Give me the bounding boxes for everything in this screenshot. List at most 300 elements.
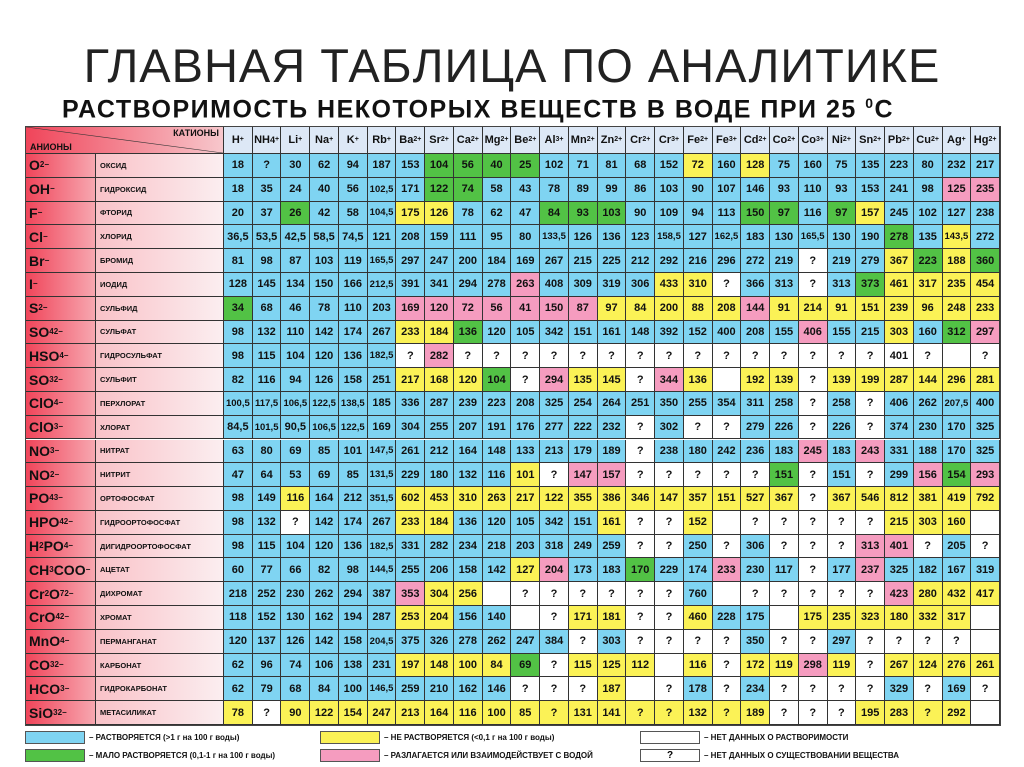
table-cell: 158	[339, 630, 368, 654]
table-cell: 192	[741, 368, 770, 392]
table-cell: 93	[828, 178, 857, 202]
table-cell: 116	[454, 701, 483, 725]
table-cell: 166	[339, 273, 368, 297]
table-cell: ?	[483, 344, 512, 368]
table-cell: 145	[253, 273, 282, 297]
table-cell	[770, 606, 799, 630]
anion-formula: CH 3 COO −	[26, 558, 96, 582]
table-cell: 85	[339, 463, 368, 487]
table-cell: 287	[368, 606, 397, 630]
table-cell: 98	[224, 321, 253, 345]
table-cell: 205	[943, 535, 972, 559]
anion-name: ХРОМАТ	[96, 606, 224, 630]
table-cell: 62	[224, 654, 253, 678]
table-cell: 212	[626, 249, 655, 273]
table-cell: 128	[741, 154, 770, 178]
anion-name: ГИДРООРТОФОСФАТ	[96, 511, 224, 535]
table-cell: 161	[598, 321, 627, 345]
table-cell: 297	[396, 249, 425, 273]
table-cell: 84	[310, 677, 339, 701]
cation-header: Na +	[310, 127, 339, 154]
table-cell: 99	[598, 178, 627, 202]
table-cell: 218	[483, 535, 512, 559]
table-cell: 184	[425, 511, 454, 535]
anion-formula: HCO 3 −	[26, 677, 96, 701]
table-cell: 401	[885, 344, 914, 368]
table-cell: 215	[885, 511, 914, 535]
table-cell: 261	[396, 440, 425, 464]
table-cell: ?	[713, 630, 742, 654]
table-cell: 281	[971, 368, 1000, 392]
table-cell: ?	[454, 344, 483, 368]
table-cell: 170	[626, 558, 655, 582]
table-cell: 56	[339, 178, 368, 202]
table-cell: 304	[396, 416, 425, 440]
table-cell: 77	[253, 558, 282, 582]
table-cell: 180	[425, 463, 454, 487]
table-cell: 100	[483, 701, 512, 725]
table-cell: 238	[971, 202, 1000, 226]
table-cell: 112	[626, 654, 655, 678]
table-cell: ?	[626, 630, 655, 654]
table-cell: 151	[569, 511, 598, 535]
table-cell: 109	[655, 202, 684, 226]
table-cell: 233	[971, 297, 1000, 321]
table-cell: 136	[339, 344, 368, 368]
table-cell: 259	[598, 535, 627, 559]
table-cell: 250	[684, 535, 713, 559]
anion-name: ГИДРОКСИД	[96, 178, 224, 202]
table-cell: 91	[828, 297, 857, 321]
table-cell: 133	[511, 440, 540, 464]
table-cell: 233	[713, 558, 742, 582]
table-cell: 310	[454, 487, 483, 511]
table-cell: 267	[368, 321, 397, 345]
table-cell: 406	[885, 392, 914, 416]
table-cell: 164	[425, 701, 454, 725]
table-cell: 104,5	[368, 202, 397, 226]
table-cell: 84	[540, 202, 569, 226]
table-cell: ?	[713, 416, 742, 440]
table-cell: 213	[396, 701, 425, 725]
table-cell: 237	[856, 558, 885, 582]
table-cell: 354	[713, 392, 742, 416]
anion-formula: H 2 PO 4 −	[26, 535, 96, 559]
table-cell: 241	[885, 178, 914, 202]
table-cell: 162	[310, 606, 339, 630]
anion-formula: CrO 4 2−	[26, 606, 96, 630]
anion-name: ОРТОФОСФАТ	[96, 487, 224, 511]
table-cell: 58	[339, 202, 368, 226]
table-cell: 317	[914, 273, 943, 297]
table-cell: 81	[598, 154, 627, 178]
table-cell	[971, 630, 1000, 654]
cation-header: Li +	[281, 127, 310, 154]
table-cell: ?	[828, 535, 857, 559]
table-cell: ?	[799, 463, 828, 487]
table-cell: 68	[281, 677, 310, 701]
table-cell: 40	[483, 154, 512, 178]
table-cell: 219	[828, 249, 857, 273]
table-cell: 294	[454, 273, 483, 297]
formula-part: H	[231, 134, 240, 146]
table-cell: 228	[713, 606, 742, 630]
table-cell: 143,5	[943, 225, 972, 249]
table-cell: 303	[598, 630, 627, 654]
table-cell: 140	[483, 606, 512, 630]
table-cell	[943, 344, 972, 368]
table-cell: 69	[281, 440, 310, 464]
table-cell: 325	[885, 558, 914, 582]
formula-part: Be	[514, 134, 529, 146]
table-cell: 62	[224, 677, 253, 701]
table-cell: 319	[971, 558, 1000, 582]
table-cell: 53	[281, 463, 310, 487]
table-cell: 69	[310, 463, 339, 487]
formula-part: Ag	[947, 134, 962, 146]
cation-header: K +	[339, 127, 368, 154]
table-cell: 87	[569, 297, 598, 321]
table-cell: 294	[339, 582, 368, 606]
table-cell: 116	[684, 654, 713, 678]
table-cell: 80	[914, 154, 943, 178]
table-cell: 148	[626, 321, 655, 345]
table-cell: ?	[713, 463, 742, 487]
cation-header: Mg 2+	[483, 127, 512, 154]
table-cell: 110	[339, 297, 368, 321]
table-cell: 264	[598, 392, 627, 416]
solubility-table	[25, 126, 1001, 726]
anion-name: БРОМИД	[96, 249, 224, 273]
table-cell: 225	[598, 249, 627, 273]
table-cell: ?	[799, 487, 828, 511]
table-cell: ?	[856, 344, 885, 368]
table-cell: 151	[828, 463, 857, 487]
table-cell: 79	[253, 677, 282, 701]
anion-name: ПЕРМАНГАНАТ	[96, 630, 224, 654]
table-cell: 156	[454, 606, 483, 630]
table-cell: 145	[598, 368, 627, 392]
table-cell: 184	[425, 321, 454, 345]
formula-part: Cu	[916, 134, 931, 146]
table-cell: 342	[540, 321, 569, 345]
table-cell: 200	[454, 249, 483, 273]
table-cell: 72	[684, 154, 713, 178]
table-cell: 400	[713, 321, 742, 345]
cation-header: Ca 2+	[454, 127, 483, 154]
table-cell: ?	[770, 535, 799, 559]
table-cell: 760	[684, 582, 713, 606]
anion-name: ГИДРОКАРБОНАТ	[96, 677, 224, 701]
table-cell: 323	[856, 606, 885, 630]
anion-name: ОКСИД	[96, 154, 224, 178]
table-cell: ?	[655, 701, 684, 725]
table-cell: 75	[770, 154, 799, 178]
table-cell: 60	[224, 558, 253, 582]
table-cell	[713, 368, 742, 392]
table-cell: 297	[828, 630, 857, 654]
table-cell: 101	[511, 463, 540, 487]
anion-formula: MnO 4 −	[26, 630, 96, 654]
table-cell: 78	[454, 202, 483, 226]
table-cell: 46	[281, 297, 310, 321]
table-cell: 203	[511, 535, 540, 559]
table-cell: 154	[339, 701, 368, 725]
table-cell: 367	[885, 249, 914, 273]
table-cell: ?	[799, 511, 828, 535]
page-title: ГЛАВНАЯ ТАБЛИЦА ПО АНАЛИТИКЕ	[83, 39, 941, 92]
table-cell: 94	[281, 368, 310, 392]
anion-formula: SO 3 2−	[26, 368, 96, 392]
table-cell: 63	[224, 440, 253, 464]
table-cell: 116	[281, 487, 310, 511]
table-cell: 90,5	[281, 416, 310, 440]
table-cell: 216	[684, 249, 713, 273]
table-cell: ?	[626, 606, 655, 630]
table-cell: 331	[396, 535, 425, 559]
table-cell: ?	[828, 582, 857, 606]
table-cell: ?	[799, 558, 828, 582]
formula-part: Cr	[658, 134, 672, 146]
table-cell: 189	[598, 440, 627, 464]
cation-header: Fe 2+	[684, 127, 713, 154]
legend-text: – НЕТ ДАННЫХ О СУЩЕСТВОВАНИИ ВЕЩЕСТВА	[704, 751, 900, 760]
table-cell: 218	[224, 582, 253, 606]
formula-part: Co	[772, 134, 788, 146]
table-cell: 165,5	[799, 225, 828, 249]
table-cell: 161	[598, 511, 627, 535]
table-cell: 97	[770, 202, 799, 226]
table-cell: 292	[655, 249, 684, 273]
table-cell: 217	[396, 368, 425, 392]
table-cell: 247	[511, 630, 540, 654]
table-cell: 433	[655, 273, 684, 297]
table-cell: 74	[454, 178, 483, 202]
table-cell: 306	[741, 535, 770, 559]
table-cell: 303	[914, 511, 943, 535]
table-cell: 160	[914, 321, 943, 345]
table-cell: 157	[856, 202, 885, 226]
legend-swatch	[640, 749, 700, 762]
anion-name: ГИДРОСУЛЬФАТ	[96, 344, 224, 368]
table-cell: 68	[626, 154, 655, 178]
formula-part: NO	[29, 442, 50, 459]
table-cell: 408	[540, 273, 569, 297]
table-cell: 419	[943, 487, 972, 511]
cation-header: NH 4 +	[253, 127, 282, 154]
table-cell: 258	[770, 392, 799, 416]
table-cell: 84,5	[224, 416, 253, 440]
table-cell: 177	[828, 558, 857, 582]
table-cell: 239	[885, 297, 914, 321]
table-cell: 34	[224, 297, 253, 321]
table-cell: 272	[741, 249, 770, 273]
table-cell: ?	[713, 273, 742, 297]
table-cell: ?	[626, 368, 655, 392]
anion-name: ИОДИД	[96, 273, 224, 297]
table-cell: 130	[828, 225, 857, 249]
table-cell: ?	[684, 344, 713, 368]
table-cell: 101,5	[253, 416, 282, 440]
table-cell: 312	[943, 321, 972, 345]
table-cell: 297	[971, 321, 1000, 345]
table-cell: 132	[684, 701, 713, 725]
table-cell: 167	[943, 558, 972, 582]
table-cell: 136	[454, 511, 483, 535]
table-cell: 131,5	[368, 463, 397, 487]
table-cell: 36,5	[224, 225, 253, 249]
table-cell: 233	[396, 511, 425, 535]
table-cell: 231	[368, 654, 397, 678]
table-cell: 142	[483, 558, 512, 582]
formula-part: Pb	[887, 134, 902, 146]
table-cell: ?	[511, 677, 540, 701]
table-cell: 174	[684, 558, 713, 582]
table-cell: 248	[943, 297, 972, 321]
table-cell: 175	[741, 606, 770, 630]
cation-header: H +	[224, 127, 253, 154]
table-cell: 122,5	[310, 392, 339, 416]
table-cell: 113	[713, 202, 742, 226]
table-cell: ?	[540, 701, 569, 725]
table-cell: 194	[339, 606, 368, 630]
table-cell: 106,5	[281, 392, 310, 416]
formula-part: Cd	[743, 134, 759, 146]
table-cell: 208	[713, 297, 742, 321]
table-cell: 78	[540, 178, 569, 202]
table-cell: ?	[914, 677, 943, 701]
table-cell: ?	[655, 463, 684, 487]
legend-item	[320, 748, 593, 763]
table-cell: 125	[598, 654, 627, 678]
table-cell	[971, 606, 1000, 630]
table-cell	[971, 701, 1000, 725]
table-cell: 259	[396, 677, 425, 701]
table-cell: 155	[770, 321, 799, 345]
table-cell: 141	[598, 701, 627, 725]
table-cell: 272	[971, 225, 1000, 249]
table-cell: 204	[540, 558, 569, 582]
formula-part: Zn	[600, 134, 615, 146]
table-cell: 230	[741, 558, 770, 582]
table-cell: 226	[770, 416, 799, 440]
table-cell: 267	[885, 654, 914, 678]
table-cell: 98	[339, 558, 368, 582]
table-cell: 262	[914, 392, 943, 416]
anion-name: МЕТАСИЛИКАТ	[96, 701, 224, 725]
formula-part: HPO	[29, 514, 60, 531]
table-cell: 100	[339, 677, 368, 701]
legend-text: – МАЛО РАСТВОРЯЕТСЯ (0,1-1 г на 100 г воды)	[89, 751, 276, 760]
table-cell: 43	[511, 178, 540, 202]
table-cell: 146	[483, 677, 512, 701]
table-cell: ?	[626, 701, 655, 725]
table-cell: 118	[224, 606, 253, 630]
table-cell: ?	[799, 392, 828, 416]
table-cell: 188	[943, 249, 972, 273]
table-cell: 229	[396, 463, 425, 487]
table-cell: 150	[540, 297, 569, 321]
table-cell: 149	[253, 487, 282, 511]
table-cell: 213	[540, 440, 569, 464]
table-cell: 122	[310, 701, 339, 725]
formula-part: Ca	[456, 134, 471, 146]
table-cell: 120	[224, 630, 253, 654]
table-cell: 234	[741, 677, 770, 701]
table-cell: 160	[799, 154, 828, 178]
table-cell	[971, 511, 1000, 535]
table-cell: 119	[828, 654, 857, 678]
table-cell: 116	[253, 368, 282, 392]
cation-header: Cu 2+	[914, 127, 943, 154]
anion-formula: I −	[26, 273, 96, 297]
table-cell: ?	[799, 535, 828, 559]
anion-formula: NO 3 −	[26, 440, 96, 464]
table-cell: ?	[655, 677, 684, 701]
table-cell: 90	[281, 701, 310, 725]
formula-part: Ni	[831, 134, 843, 146]
table-cell: ?	[511, 344, 540, 368]
table-cell: 103	[598, 202, 627, 226]
table-cell: ?	[540, 463, 569, 487]
table-cell: 78	[224, 701, 253, 725]
table-cell: 42,5	[281, 225, 310, 249]
table-cell: 116	[483, 463, 512, 487]
table-cell: 151	[856, 297, 885, 321]
table-cell: ?	[713, 535, 742, 559]
table-cell: 82	[224, 368, 253, 392]
cation-header: Zn 2+	[598, 127, 627, 154]
table-cell: 152	[684, 321, 713, 345]
table-cell: ?	[684, 416, 713, 440]
table-cell: ?	[856, 654, 885, 678]
cation-header: Ni 2+	[828, 127, 857, 154]
table-cell: 247	[368, 701, 397, 725]
formula-part: PO	[43, 538, 64, 555]
table-cell: 126	[425, 202, 454, 226]
table-cell: ?	[598, 344, 627, 368]
table-cell: ?	[655, 511, 684, 535]
anion-formula: HSO 4 −	[26, 344, 96, 368]
table-cell: 197	[396, 654, 425, 678]
table-cell: 375	[396, 630, 425, 654]
table-cell: 180	[684, 440, 713, 464]
formula-part: Fe	[687, 134, 701, 146]
table-cell: 222	[569, 416, 598, 440]
table-cell: 98	[914, 178, 943, 202]
table-cell: 158	[454, 558, 483, 582]
anion-formula: NO 2 −	[26, 463, 96, 487]
anion-name: ДИХРОМАТ	[96, 582, 224, 606]
table-cell: 66	[281, 558, 310, 582]
table-cell: 214	[799, 297, 828, 321]
table-cell: 98	[224, 344, 253, 368]
table-cell: 195	[856, 701, 885, 725]
cation-header: Ag +	[943, 127, 972, 154]
table-cell: 134	[281, 273, 310, 297]
table-cell: 235	[971, 178, 1000, 202]
table-cell: 82	[310, 558, 339, 582]
table-cell: ?	[828, 677, 857, 701]
table-cell: 255	[684, 392, 713, 416]
table-cell: 208	[396, 225, 425, 249]
table-cell: ?	[684, 463, 713, 487]
table-cell: 169	[511, 249, 540, 273]
table-cell: 53,5	[253, 225, 282, 249]
table-cell: 148	[483, 440, 512, 464]
formula-part: Li	[288, 134, 299, 146]
table-cell: 262	[310, 582, 339, 606]
